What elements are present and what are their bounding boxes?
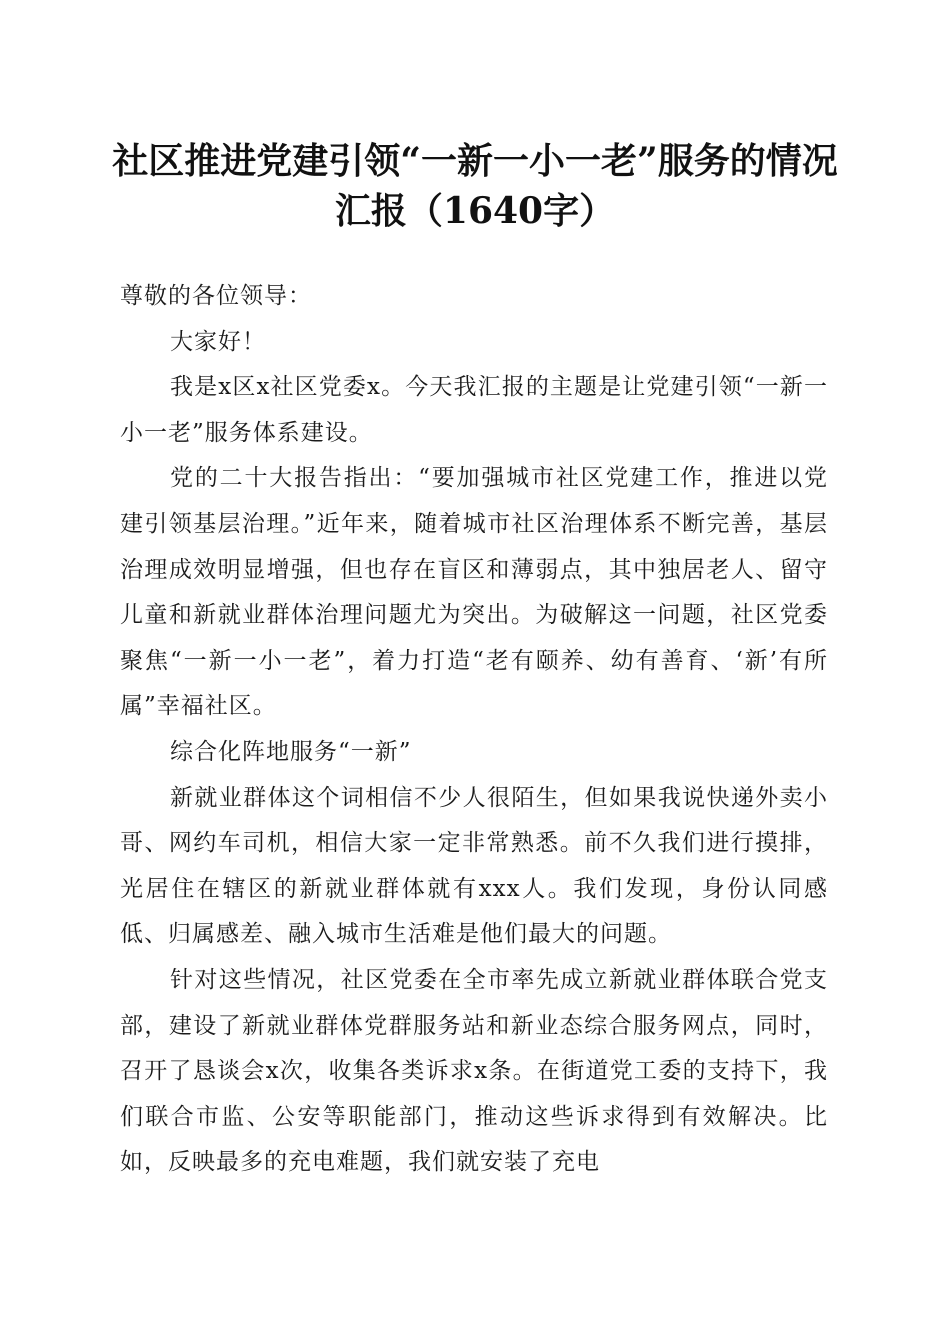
paragraph-new-workers: 新就业群体这个词相信不少人很陌生，但如果我说快递外卖小哥、网约车司机，相信大家一定非常熟悉。前不久我们进行摸排，光居住在辖区的新就业群体就有xxx人。我们发现，身份认同感低、归属感差、融入城市生活难是他们最大的问题。 <box>120 784 828 948</box>
paragraph-intro: 我是x区x社区党委x。今天我汇报的主题是让党建引领“一新一小一老”服务体系建设。 <box>120 374 828 446</box>
section-heading-new-workers: 综合化阵地服务“一新” <box>170 738 412 765</box>
paragraph-measures: 针对这些情况，社区党委在全市率先成立新就业群体联合党支部，建设了新就业群体党群服务站和新业态综合服务网点，同时，召开了恳谈会x次，收集各类诉求x条。在街道党工委的支持下，我们联合市监、公安等职能部门，推动这些诉求得到有效解决。比如，反映最多的充电难题，我们就安装了充电 <box>120 966 828 1176</box>
document-body <box>120 274 828 1186</box>
paragraph-background: 党的二十大报告指出：“要加强城市社区党建工作，推进以党建引领基层治理。”近年来，随着城市社区治理体系不断完善，基层治理成效明显增强，但也存在盲区和薄弱点，其中独居老人、留守儿童和新就业群体治理问题尤为突出。为破解这一问题，社区党委聚焦“一新一小一老”，着力打造“老有颐养、幼有善育、‘新’有所属”幸福社区。 <box>120 465 828 720</box>
salutation: 尊敬的各位领导： <box>120 283 312 309</box>
paragraph-greeting: 大家好！ <box>170 328 266 355</box>
document-title: 社区推进党建引领“一新一小一老”服务的情况汇报（1640字） <box>112 140 838 232</box>
